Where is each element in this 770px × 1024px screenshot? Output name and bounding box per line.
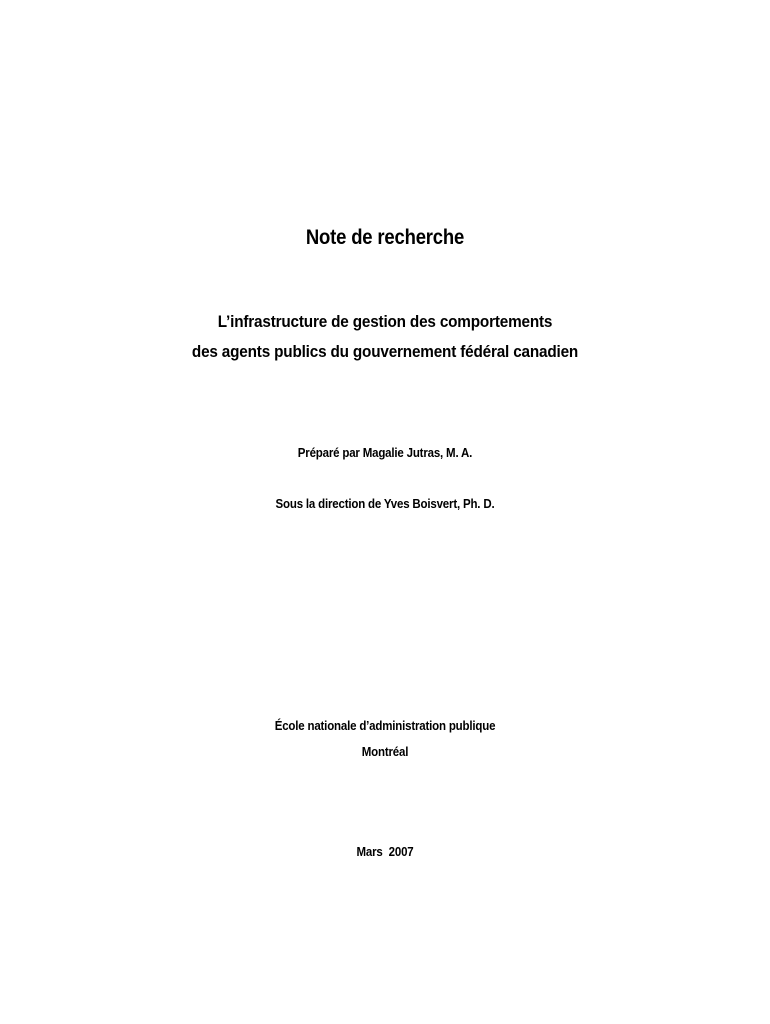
document-title: Note de recherche: [305, 226, 465, 249]
prepared-by: Préparé par Magalie Jutras, M. A.: [297, 446, 473, 460]
direction: Sous la direction de Yves Boisvert, Ph. D.: [275, 497, 495, 511]
publication-date: Mars 2007: [356, 845, 414, 859]
institution: École nationale d’administration publique: [274, 719, 496, 733]
city: Montréal: [361, 745, 409, 759]
document-subtitle-line-2: des agents publics du gouvernement fédéral canadien: [191, 342, 579, 361]
document-subtitle-line-1: L’infrastructure de gestion des comportements: [217, 312, 553, 331]
